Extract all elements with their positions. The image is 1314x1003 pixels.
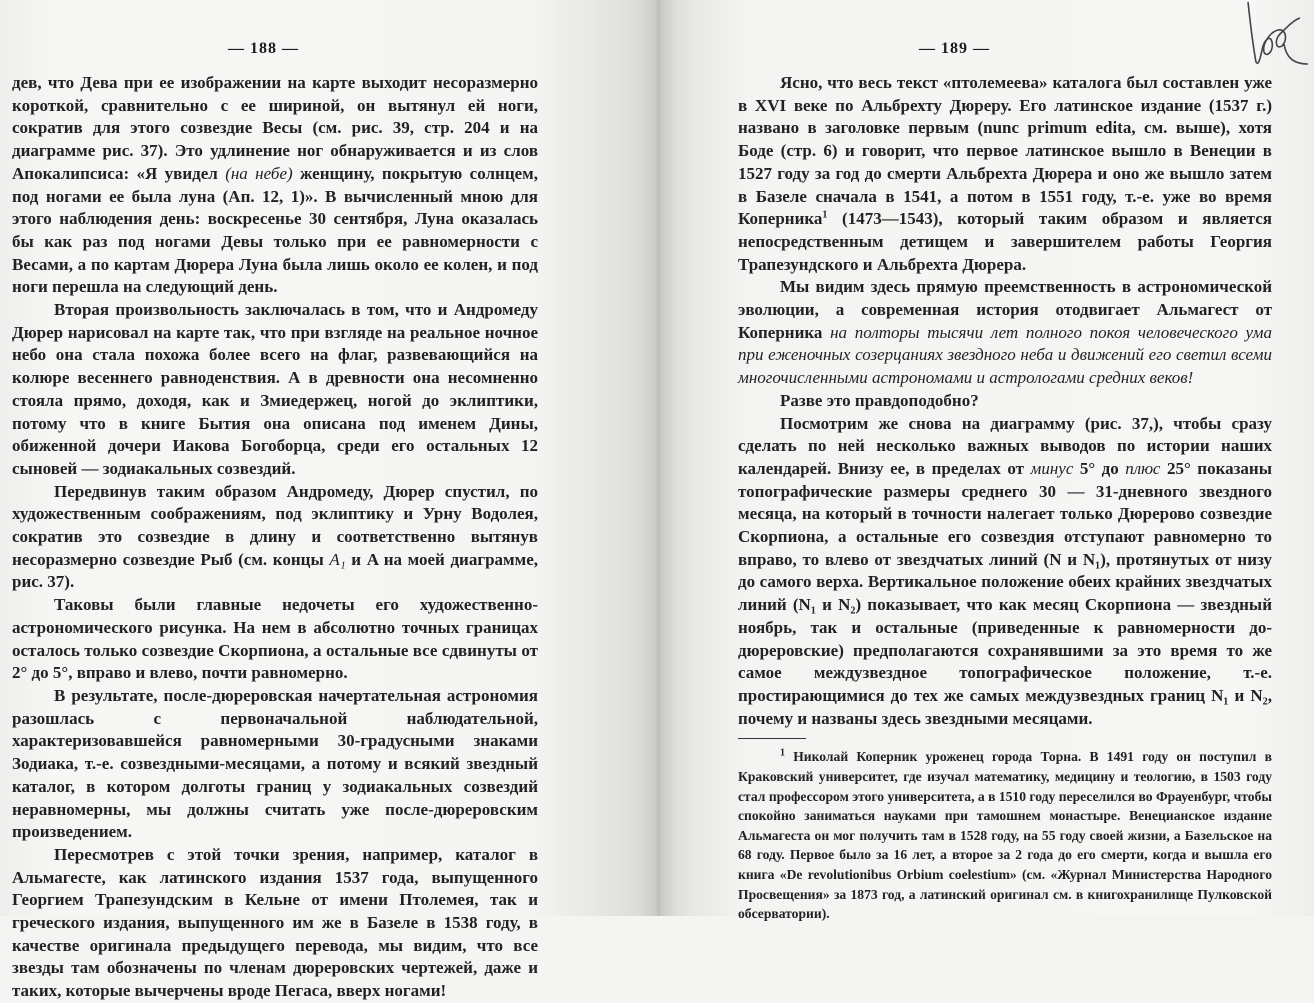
footnote-marker: 1: [780, 747, 785, 759]
italic-phrase: плюс: [1125, 458, 1161, 478]
italic-phrase: минус: [1030, 458, 1074, 478]
paragraph: Вторая произвольность заключалась в том, что и Андромеду Дюрер нарисовал на карте так, что при взгляде на реальное ночное небо она стала похожа более всего на флаг, развевающийся на колюре весеннего равноденствия. А в древности она несомненно стояла прямо, доходя, как и Змиедержец, ногой до эклиптики, потому что в книге Бытия она описана под именем Дины, обиженной дочери Иакова Богоборца, среди его остальных 12 сыновей — зодиакальных созвездий.: [12, 300, 538, 478]
paragraph: Пересмотрев с этой точки зрения, например, каталог в Альмагесте, как латинского издания 1537 года, выпущенного Георгием Трапезундским в Кельне от имени Птолемея, так и греческого издания, выпущенного им же в Базеле в 1538 году, в качестве оригинала предыдущего перевода, мы видим, что все звезды там обозначены по членам дюреровских чертежей, даже и таких, которые вычерчены вроде Пегаса, вверх ногами!: [12, 844, 538, 1001]
page-body: [12, 72, 538, 1003]
paragraph: Таковы были главные недочеты его художественно-астрономического рисунка. На нем в абсолютно точных границах осталось только созвездие Скорпиона, а остальные все сдвинуты от 2° до 5°, вправо и влево, почти равномерно.: [12, 595, 538, 683]
page-188: [0, 0, 657, 1001]
italic-phrase: на полторы тысячи лет полного покоя человеческого ума при еженочных созерцаниях звездного неба и движений его светил всеми многочисленными астрономами и астрологами средних веков!: [738, 322, 1272, 388]
paragraph: Разве это правдоподобно?: [780, 390, 979, 410]
paragraph: Мы видим здесь прямую преемственность в астрономической эволюции, а современная история отодвигает Альмагест от Коперника на полторы тысячи лет полного покоя человеческого ума при еженочных созерцаниях звездного неба и движений его светил всеми многочисленными астрономами и астрологами средних веков!: [738, 277, 1272, 388]
paragraph: Посмотрим же снова на диаграмму (рис. 37,), чтобы сразу сделать по ней несколько важных выводов по истории наших календарей. Внизу ее, в пределах от минус 5° до плюс 25° показаны топографические размеры среднего 30 — 31-дневного звездного месяца, на который в точности налегает только Дюрерово созвездие Скорпиона, а остальные его созвездия отступают равномерно то вправо, то влево от звездчатых линий (N и N₁), протянутых от низу до самого верха. Вертикальное положение обеих крайних звездчатых линий (N₁ и N₂) показывает, что как месяц Скорпиона — звездный ноябрь, так и остальные (приведенные к равномерности до-дюреровские) предполагаются сохранявшими за это время то же самое междузвездное топографическое положение, т.-е. простирающимися до тех же самых междузвездных границ N₁ и N₂, почему и названы здесь звездными месяцами.: [738, 413, 1273, 728]
page-number: — 188 —: [228, 40, 299, 57]
page-body: [738, 72, 1272, 924]
footnote-divider: [738, 738, 806, 739]
italic-phrase: A₁: [329, 549, 346, 569]
paragraph: дев, что Дева при ее изображении на карте выходит несоразмерно короткой, сравнительно с ее шириной, он вытянул ей ноги, сократив для этого созвездие Весы (см. рис. 39, стр. 204 и на диаграмме рис. 37). Это удлинение ног обнаруживается и из слов Апокалипсиса: «Я увидел (на небе) женщину, покрытую солнцем, под ногами ее была луна (Ап. 12, 1)». В вычисленный мною для этого наблюдения день: воскресенье 30 сентября, Луна оказалась бы как раз под ногами Девы только при ее равномерности с Весами, а по картам Дюрера Луна была лишь около ее колен, и под ноги перешла на следующий день.: [12, 73, 538, 297]
paragraph: Ясно, что весь текст «птолемеева» каталога был составлен уже в XVI веке по Альбрехту Дюреру. Его латинское издание (1537 г.) названо в заголовке первым (nunc primum edita, см. выше), хотя Боде (стр. 6) и говорит, что первое латинское вышло в Венеции в 1527 году за год до смерти Альбрехта Дюрера и оно же вышло затем в Базеле сначала в 1541, а потом в 1551 году, т.-е. уже во время Коперника$^1$ (1473—1543), который таким образом и является непосредственным детищем и завершителем работы Георгия Трапезундского и Альбрехта Дюрера.: [738, 73, 1272, 274]
italic-phrase: (на небе): [225, 163, 293, 183]
page-189: [657, 0, 1314, 922]
footnote: $^1$ Николай Коперник уроженец города Торна. В 1491 году он поступил в Краковский университет, где изучал математику, медицину и теологию, в 1503 году стал профессором этого университета, а в 1510 году переселился во Фрауенбург, чтобы спокойно заниматься науками при тамошнем монастыре. Венецианское издание Альмагеста он мог получить там в 1528 году, на 55 году своей жизни, а Базельское на 68 году. Первое было за 16 лет, а второе за 2 года до его смерти, когда и вышла его книга «De revolutionibus Orbium coelestium» (см. «Журнал Министерства Народного Просвещения» за 1873 год, а латинский оригинал см. в книгохранилище Пулковской обсерватории).: [738, 747, 1272, 922]
page-number: — 189 —: [919, 40, 990, 57]
paragraph: Передвинув таким образом Андромеду, Дюрер спустил, по художественным соображениям, под эклиптику и Урну Водолея, сократив это созвездие в длину и соответственно вытянув несоразмерно созвездие Рыб (см. концы A₁ и A на моей диаграмме, рис. 37).: [12, 481, 538, 592]
handwritten-page-mark: [1240, 0, 1310, 72]
paragraph: В результате, после-дюреровская начертательная астрономия разошлась с первоначальной наблюдательной, характеризовавшейся равномерными 30-градусными знаками Зодиака, т.-е. созвездными-месяцами, а потому и всякий звездный каталог, в котором долготы границ у зодиакальных созвездий неравномерны, мы должны считать уже после-дюреровским произведением.: [12, 685, 538, 842]
footnote-reference[interactable]: 1: [822, 209, 828, 221]
